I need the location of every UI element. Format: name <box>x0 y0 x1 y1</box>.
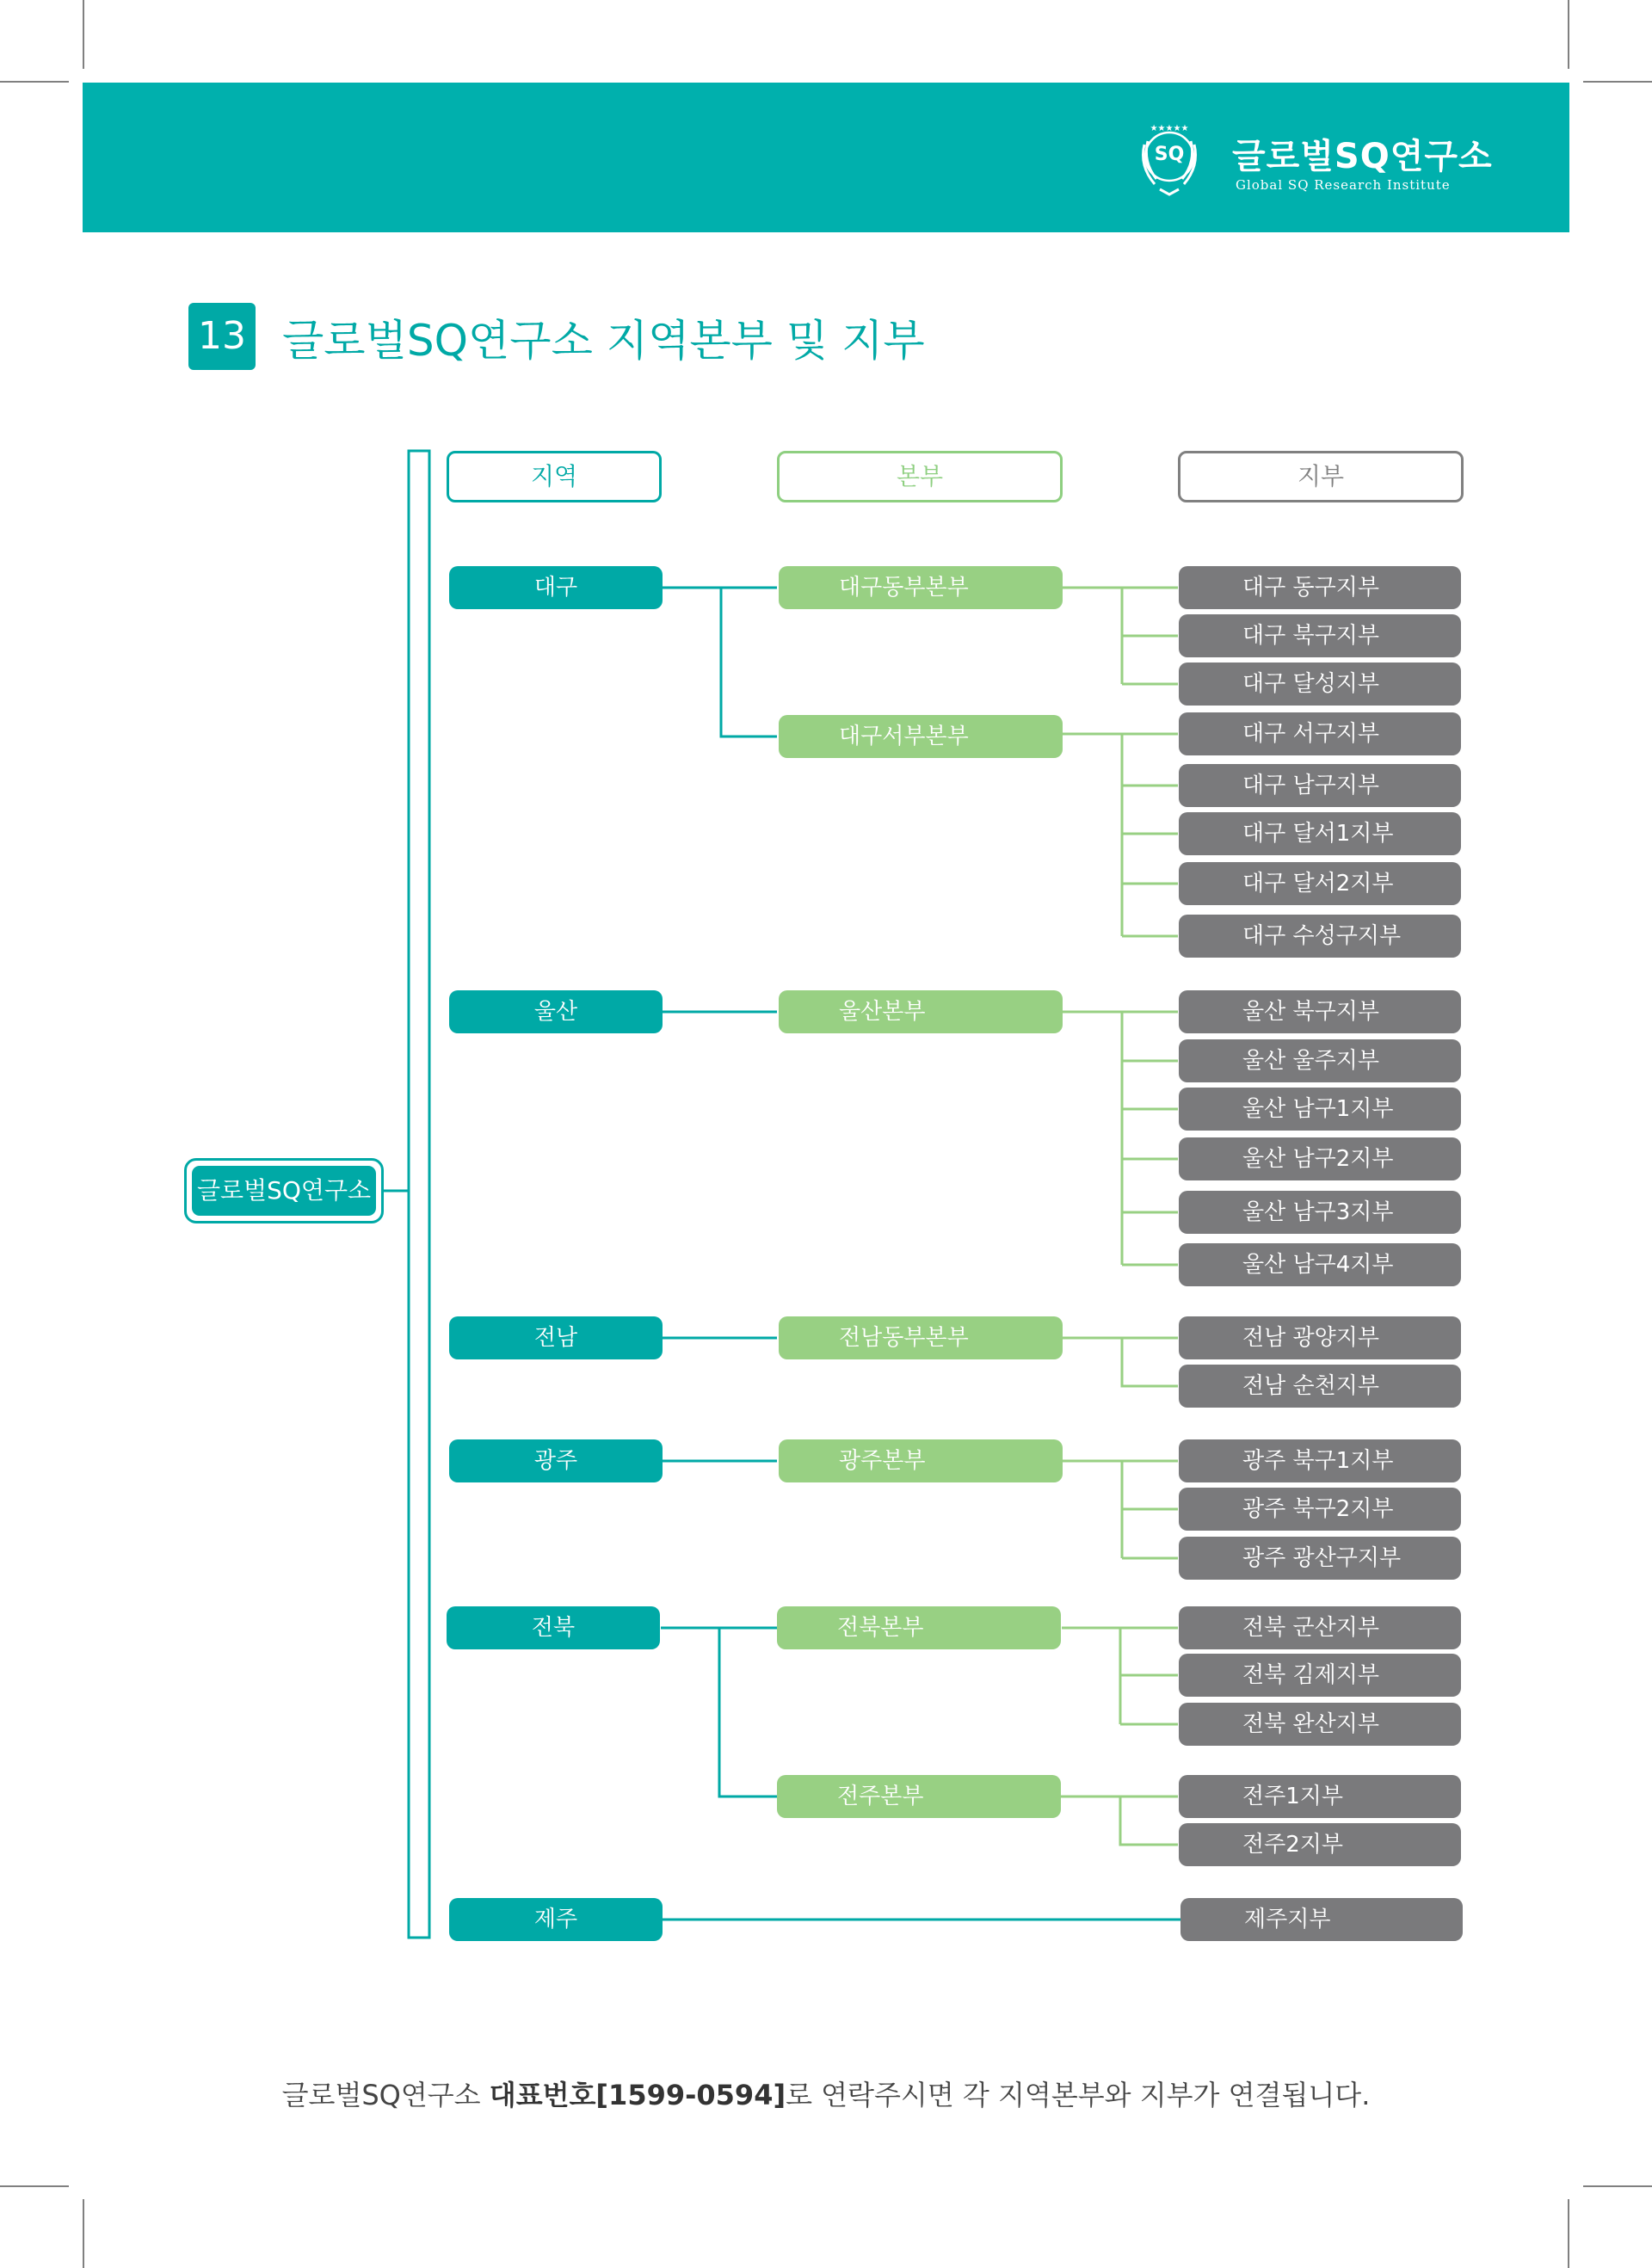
branch-node: 전북 군산지부 <box>1179 1606 1461 1649</box>
branch-node: 울산 북구지부 <box>1179 990 1461 1033</box>
footer-note <box>0 2074 1652 2113</box>
branch-node: 대구 수성구지부 <box>1179 915 1461 958</box>
connector-jeonbuk-hq <box>1062 1628 1178 1724</box>
svg-text:★★★★★: ★★★★★ <box>1150 124 1189 133</box>
footer-prefix: 글로벌SQ연구소 <box>281 2079 490 2111</box>
branch-node: 전주1지부 <box>1179 1775 1461 1818</box>
branch-node: 대구 달서2지부 <box>1179 862 1461 905</box>
hq-node: 대구서부본부 <box>779 715 1063 758</box>
connector-daegu-west <box>1062 734 1178 936</box>
hq-node: 전남동부본부 <box>779 1316 1063 1359</box>
branch-node: 대구 달성지부 <box>1179 663 1461 706</box>
section-title: 글로벌SQ연구소 지역본부 및 지부 <box>282 316 925 366</box>
region-node: 전남 <box>449 1316 663 1359</box>
logo-subtitle: Global SQ Research Institute <box>1236 177 1451 193</box>
region-node: 광주 <box>449 1439 663 1482</box>
root-bracket <box>409 451 429 1938</box>
branch-node: 대구 동구지부 <box>1179 566 1461 609</box>
branch-node: 광주 광산구지부 <box>1179 1537 1461 1580</box>
connector-ulsan-hq <box>1062 1012 1178 1265</box>
connector-gwangju-hq <box>1062 1461 1178 1558</box>
header-region: 지역 <box>447 451 662 502</box>
header-branch: 지부 <box>1178 451 1464 502</box>
branch-node: 전북 김제지부 <box>1179 1654 1461 1697</box>
footer-suffix: 로 연락주시면 각 지역본부와 지부가 연결됩니다. <box>786 2079 1371 2111</box>
branch-node: 울산 남구3지부 <box>1179 1191 1461 1234</box>
section-number: 13 <box>188 303 256 370</box>
connector-daegu <box>661 588 777 736</box>
branch-node: 대구 서구지부 <box>1179 712 1461 755</box>
header-headquarters: 본부 <box>777 451 1063 502</box>
region-node: 대구 <box>449 566 663 609</box>
hq-node: 전북본부 <box>777 1606 1061 1649</box>
root-node <box>184 1158 384 1223</box>
branch-node: 제주지부 <box>1180 1898 1463 1941</box>
region-node: 제주 <box>449 1898 663 1941</box>
root-label: 글로벌SQ연구소 <box>192 1166 376 1216</box>
branch-node: 광주 북구1지부 <box>1179 1439 1461 1482</box>
logo-name: 글로벌SQ연구소 <box>1232 137 1493 176</box>
region-node: 전북 <box>447 1606 660 1649</box>
branch-node: 울산 남구2지부 <box>1179 1137 1461 1180</box>
branch-node: 대구 남구지부 <box>1179 764 1461 807</box>
branch-node: 전주2지부 <box>1179 1823 1461 1866</box>
branch-node: 대구 달서1지부 <box>1179 812 1461 855</box>
branch-node: 광주 북구2지부 <box>1179 1488 1461 1531</box>
hq-node: 광주본부 <box>779 1439 1063 1482</box>
connector-jeonnam-hq <box>1062 1338 1178 1386</box>
hq-node: 울산본부 <box>779 990 1063 1033</box>
branch-node: 전남 광양지부 <box>1179 1316 1461 1359</box>
branch-node: 울산 남구4지부 <box>1179 1243 1461 1286</box>
branch-node: 대구 북구지부 <box>1179 614 1461 657</box>
hq-node: 전주본부 <box>777 1775 1061 1818</box>
connector-jeonbuk <box>661 1628 777 1797</box>
logo-badge-text: SQ <box>1154 144 1185 165</box>
branch-node: 울산 울주지부 <box>1179 1039 1461 1082</box>
branch-node: 울산 남구1지부 <box>1179 1088 1461 1131</box>
connector-daegu-east <box>1062 588 1178 684</box>
branch-node: 전남 순천지부 <box>1179 1365 1461 1408</box>
region-node: 울산 <box>449 990 663 1033</box>
footer-phone: 대표번호[1599-0594] <box>489 2079 786 2111</box>
branch-node: 전북 완산지부 <box>1179 1703 1461 1746</box>
connector-jeonju-hq <box>1060 1797 1178 1845</box>
hq-node: 대구동부본부 <box>779 566 1063 609</box>
